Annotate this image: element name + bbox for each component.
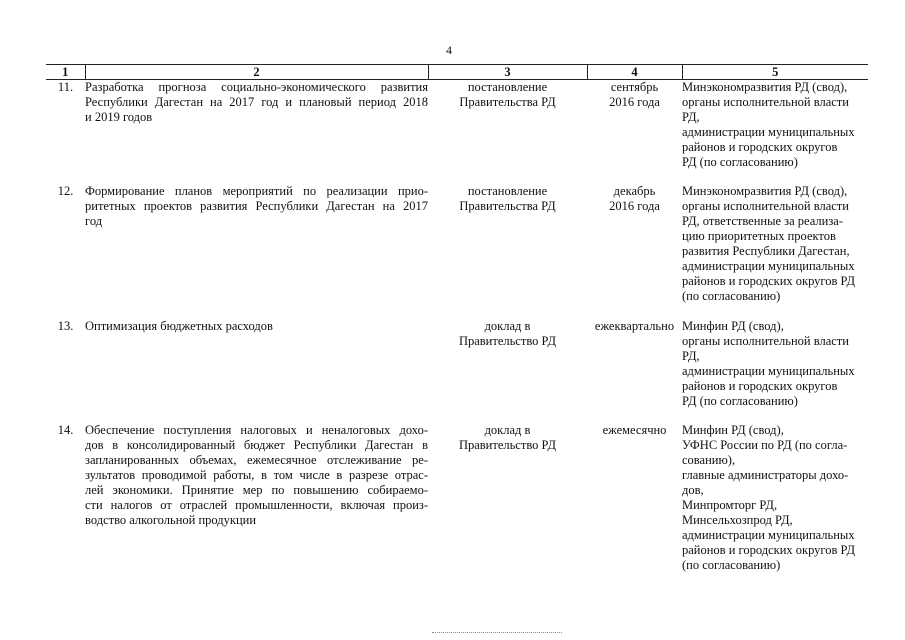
text-line: сти налогов от отраслей промышленности, включая произ- xyxy=(85,498,428,512)
responsible-parties xyxy=(682,80,868,185)
text-line: Минсельхозпрод РД, xyxy=(682,513,793,527)
responsible-parties xyxy=(682,184,868,319)
table-row xyxy=(46,80,868,185)
text-line: Правительства РД xyxy=(459,95,556,109)
deadline xyxy=(587,184,682,319)
text-line: главные администраторы дохо- xyxy=(682,468,849,482)
row-number: 12. xyxy=(57,184,74,198)
responsible-parties xyxy=(682,319,868,423)
text-line: районов и городских округов xyxy=(682,379,838,393)
table-row xyxy=(46,319,868,423)
text-line: администрации муниципальных xyxy=(682,259,855,273)
text-line: районов и городских округов РД xyxy=(682,274,856,288)
text-line: районов и городских округов xyxy=(682,140,838,154)
table-row xyxy=(46,184,868,319)
text-line: ежемесячно xyxy=(602,423,667,437)
row-number: 11. xyxy=(57,80,74,94)
text-line: (по согласованию) xyxy=(682,289,781,303)
text-line: Республики Дагестан на 2017 год и плановый период 2018 xyxy=(85,95,428,109)
text-line: 2016 года xyxy=(609,199,660,213)
text-line: Разработка прогноза социально-экономического развития xyxy=(85,80,428,94)
text-line: ритетных проектов развития Республики Дагестан на 2017 xyxy=(85,199,428,213)
text-line: органы исполнительной власти xyxy=(682,95,849,109)
row-number: 14. xyxy=(57,423,74,437)
text-line: Обеспечение поступления налоговых и неналоговых дохо- xyxy=(85,423,428,437)
column-header-responsible: 5 xyxy=(682,65,868,80)
action-plan-table xyxy=(46,64,868,573)
deadline xyxy=(587,80,682,185)
text-line: Формирование планов мероприятий по реализации прио- xyxy=(85,184,428,198)
text-line: Минпромторг РД, xyxy=(682,498,778,512)
text-line: администрации муниципальных xyxy=(682,528,855,542)
column-header-activity: 2 xyxy=(85,65,428,80)
text-line: доклад в xyxy=(484,423,531,437)
document-form xyxy=(428,184,587,319)
table-header-row xyxy=(46,65,868,80)
text-line: Минфин РД (свод), xyxy=(682,423,784,437)
activity-description xyxy=(85,184,428,319)
text-line: постановление xyxy=(467,80,548,94)
document-form xyxy=(428,80,587,185)
text-line: Минэкономразвития РД (свод), xyxy=(682,80,848,94)
text-line: Минэкономразвития РД (свод), xyxy=(682,184,848,198)
text-line: администрации муниципальных xyxy=(682,364,855,378)
text-line: развития Республики Дагестан, xyxy=(682,244,850,258)
text-line: водство алкогольной продукции xyxy=(85,513,257,527)
text-line: доклад в xyxy=(484,319,531,333)
deadline xyxy=(587,423,682,573)
text-line: цию приоритетных проектов xyxy=(682,229,836,243)
text-line: органы исполнительной власти xyxy=(682,334,849,348)
text-line: дов в консолидированный бюджет Республики Дагестан в xyxy=(85,438,428,452)
text-line: РД, xyxy=(682,110,700,124)
text-line: Правительство РД xyxy=(458,334,557,348)
scan-artifact-divider xyxy=(432,632,562,636)
text-line: (по согласованию) xyxy=(682,558,781,572)
text-line: Правительство РД xyxy=(458,438,557,452)
text-line: сентябрь xyxy=(610,80,659,94)
deadline xyxy=(587,319,682,423)
text-line: зультатов проводимой работы, в том числе в разрезе отрас- xyxy=(85,468,428,482)
column-header-form: 3 xyxy=(428,65,587,80)
text-line: Оптимизация бюджетных расходов xyxy=(85,319,273,333)
text-line: УФНС России по РД (по согла- xyxy=(682,438,848,452)
text-line: Минфин РД (свод), xyxy=(682,319,784,333)
text-line: запланированных объемах, ежемесячное отслеживание ре- xyxy=(85,453,428,467)
text-line: РД (по согласованию) xyxy=(682,155,798,169)
text-line: год xyxy=(85,214,103,228)
text-line: постановление xyxy=(467,184,548,198)
text-line: и 2019 годов xyxy=(85,110,153,124)
text-line: органы исполнительной власти xyxy=(682,199,849,213)
text-line: дов, xyxy=(682,483,704,497)
row-number: 13. xyxy=(57,319,74,333)
text-line: РД, xyxy=(682,349,700,363)
text-line: РД, ответственные за реализа- xyxy=(682,214,843,228)
text-line: декабрь xyxy=(613,184,656,198)
column-header-number: 1 xyxy=(46,65,85,80)
activity-description xyxy=(85,319,428,423)
text-line: администрации муниципальных xyxy=(682,125,855,139)
responsible-parties xyxy=(682,423,868,573)
text-line: 2016 года xyxy=(609,95,660,109)
activity-description xyxy=(85,80,428,185)
page-number: 4 xyxy=(446,43,452,57)
text-line: сованию), xyxy=(682,453,736,467)
text-line: Правительства РД xyxy=(459,199,556,213)
text-line: РД (по согласованию) xyxy=(682,394,798,408)
text-line: районов и городских округов РД xyxy=(682,543,856,557)
activity-description xyxy=(85,423,428,573)
document-form xyxy=(428,423,587,573)
document-form xyxy=(428,319,587,423)
table-row xyxy=(46,423,868,573)
column-header-deadline: 4 xyxy=(587,65,682,80)
text-line: лей экономики. Принятие мер по повышению собираемо- xyxy=(85,483,428,497)
text-line: ежеквартально xyxy=(594,319,675,333)
